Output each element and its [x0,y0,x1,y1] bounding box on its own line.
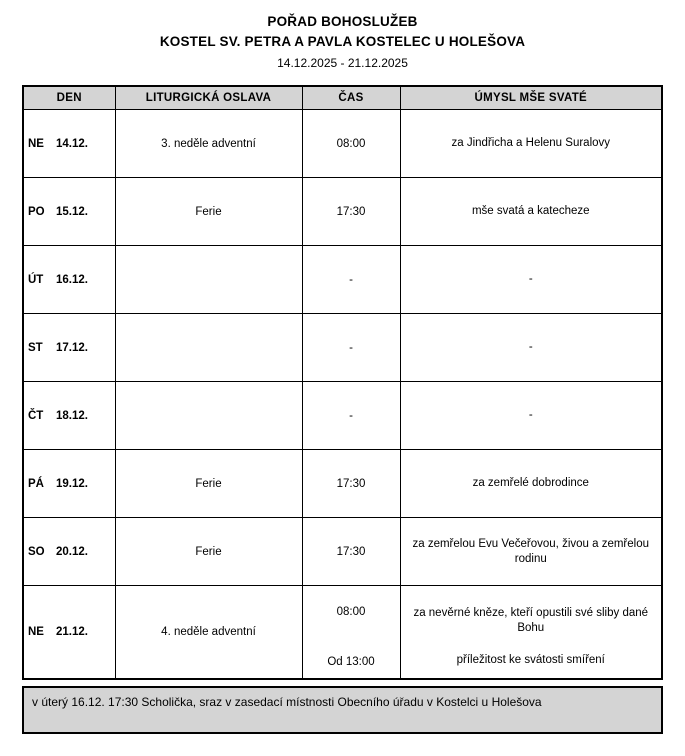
document-date-range: 14.12.2025 - 21.12.2025 [277,56,408,70]
cell-liturgy [115,314,302,382]
cell-time: 17:30 [302,178,400,246]
table-header-row [23,86,662,110]
cell-liturgy: Ferie [115,450,302,518]
cell-time-primary: 08:00 [336,605,366,618]
cell-time: 08:00 [302,110,400,178]
cell-intention-primary: za nevěrné kněze, kteří opustili své sliby dané Bohu [413,606,649,634]
day-date: 16.12. [56,273,88,286]
cell-time: - [302,314,400,382]
cell-intention-secondary: příležitost ke svátosti smíření [456,653,605,666]
day-of-week: SO [28,545,45,558]
cell-day [23,518,115,586]
table-row [23,110,662,178]
cell-intention: za zemřelou Evu Večeřovou, živou a zemřelou rodinu [400,518,662,586]
cell-liturgy: 3. neděle adventní [115,110,302,178]
table-row [23,178,662,246]
day-of-week: NE [28,137,44,150]
cell-intention: mše svatá a katecheze [400,178,662,246]
table-row [23,450,662,518]
cell-day [23,450,115,518]
column-header-liturgy: LITURGICKÁ OSLAVA [115,86,302,110]
day-date: 15.12. [56,205,88,218]
cell-time: 17:30 [302,450,400,518]
cell-time: - [302,382,400,450]
column-header-day: DEN [23,86,115,110]
cell-time [302,586,400,679]
cell-intention: - [400,246,662,314]
cell-time: 17:30 [302,518,400,586]
document-title: POŘAD BOHOSLUŽEB [267,14,418,29]
cell-time: - [302,246,400,314]
table-row [23,314,662,382]
day-of-week: ČT [28,409,44,422]
day-of-week: PO [28,205,45,218]
table-row [23,586,662,679]
cell-intention: - [400,382,662,450]
cell-liturgy: Ferie [115,178,302,246]
cell-intention: - [400,314,662,382]
column-header-time: ČAS [302,86,400,110]
document-subtitle-church: KOSTEL SV. PETRA A PAVLA KOSTELEC U HOLEŠOVA [159,34,526,49]
schedule-table [22,85,663,680]
day-date: 18.12. [56,409,88,422]
day-of-week: ÚT [28,273,44,286]
cell-liturgy: Ferie [115,518,302,586]
cell-day [23,314,115,382]
cell-liturgy [115,246,302,314]
day-of-week: PÁ [28,477,44,490]
day-date: 19.12. [56,477,88,490]
schedule-table-wrapper [22,85,663,680]
cell-day [23,246,115,314]
day-of-week: ST [28,341,43,354]
cell-intention: za zemřelé dobrodince [400,450,662,518]
cell-day [23,382,115,450]
cell-day [23,110,115,178]
cell-liturgy [115,382,302,450]
cell-day [23,586,115,679]
cell-time-secondary: Od 13:00 [327,655,375,668]
cell-liturgy: 4. neděle adventní [115,586,302,679]
day-of-week: NE [28,625,44,638]
cell-intention [400,586,662,679]
table-row [23,518,662,586]
column-header-intention: ÚMYSL MŠE SVATÉ [400,86,662,110]
day-date: 14.12. [56,137,88,150]
day-date: 17.12. [56,341,88,354]
footer-note: v úterý 16.12. 17:30 Scholička, sraz v zasedací místnosti Obecního úřadu v Kostelci u Holešova [22,686,663,734]
table-row [23,382,662,450]
day-date: 20.12. [56,545,88,558]
cell-day [23,178,115,246]
day-date: 21.12. [56,625,88,638]
cell-intention: za Jindřicha a Helenu Suralovy [400,110,662,178]
table-row [23,246,662,314]
document-header [0,0,685,73]
